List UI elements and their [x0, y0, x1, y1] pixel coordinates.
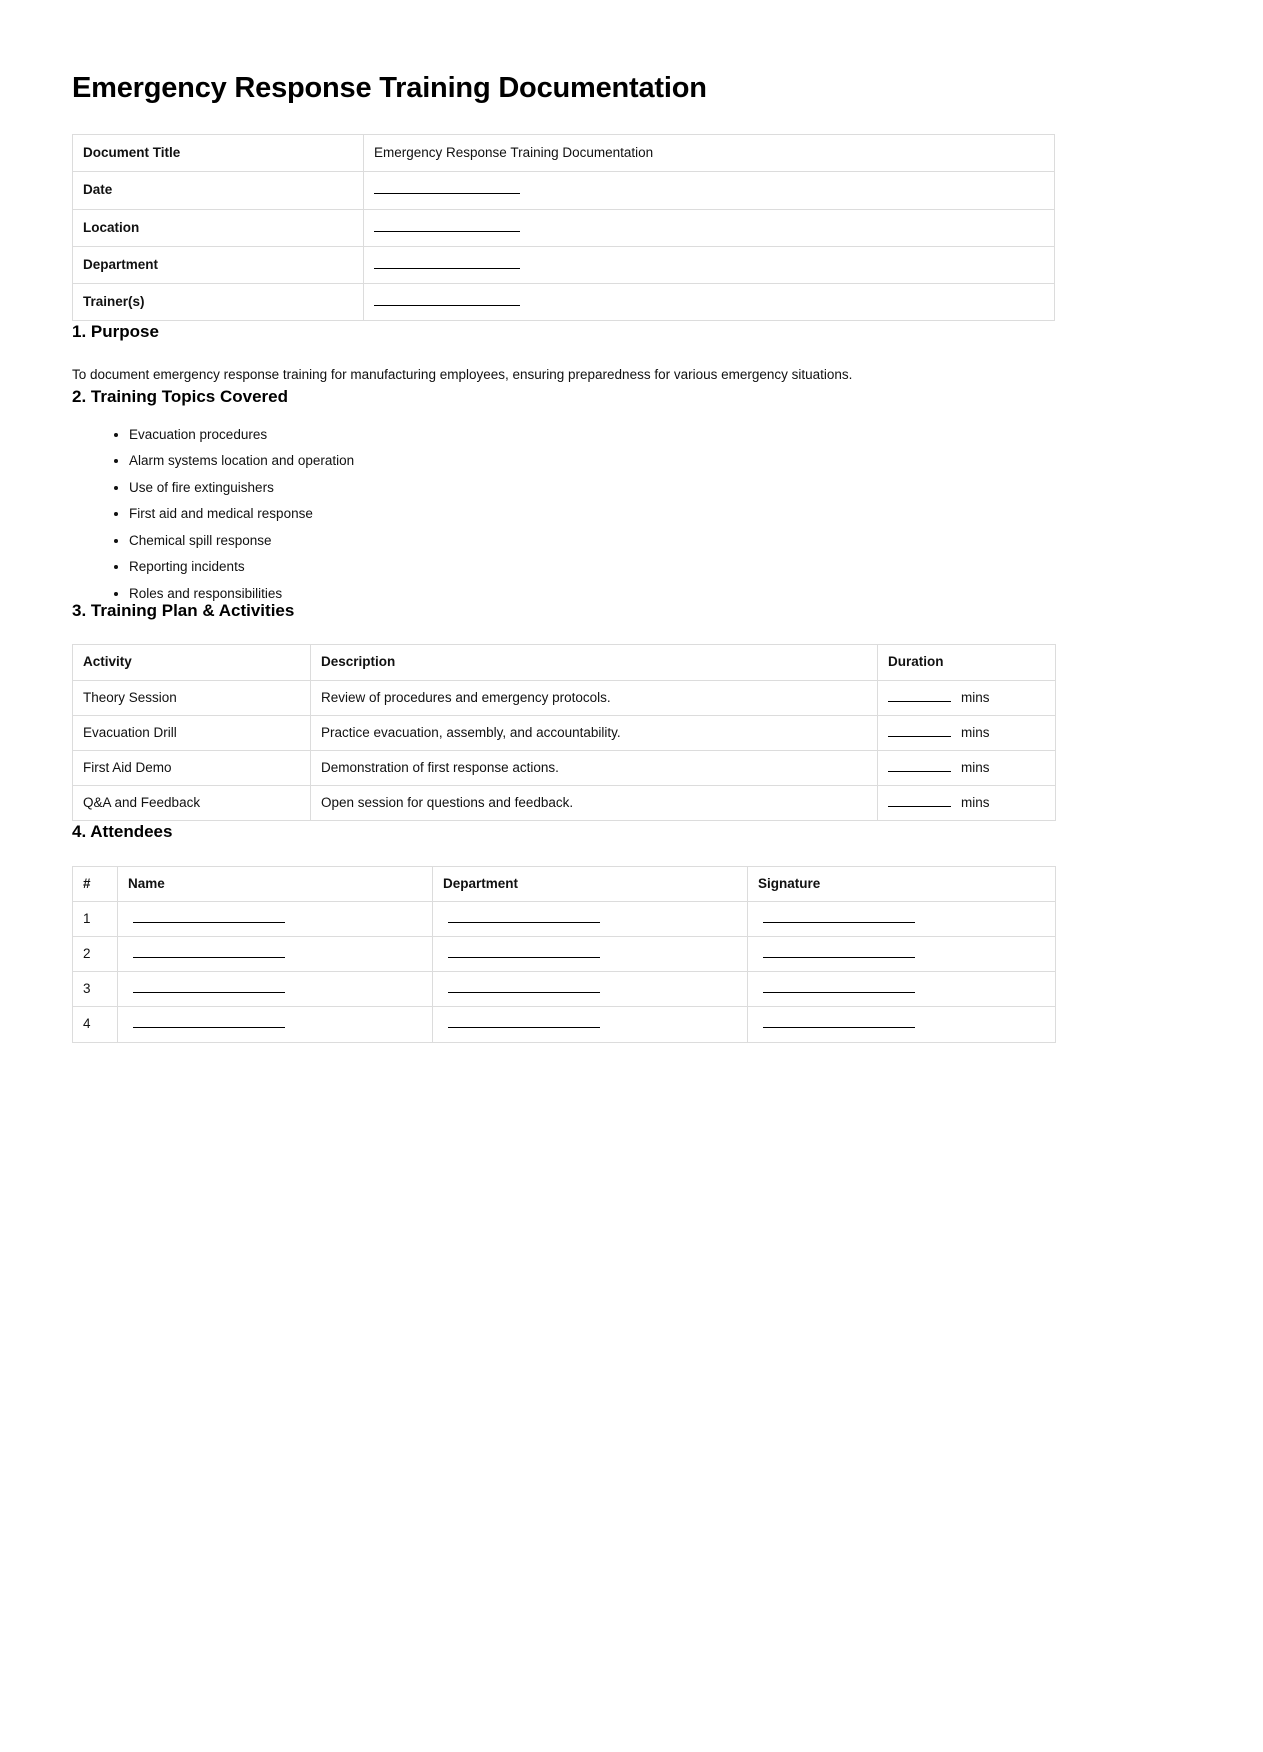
duration-unit: mins [961, 795, 990, 811]
table-row [73, 680, 1056, 715]
attendee-number: 1 [73, 901, 118, 936]
list-item: • Reporting incidents [129, 560, 1191, 574]
document-info-table [72, 134, 1055, 321]
duration-blank-line[interactable] [888, 689, 951, 702]
attendee-number: 3 [73, 972, 118, 1007]
section-heading-topics: 2. Training Topics Covered [72, 386, 289, 406]
date-blank-line[interactable] [374, 181, 520, 194]
name-blank-line[interactable] [133, 980, 285, 993]
plan-activity: Theory Session [73, 680, 311, 715]
attendees-table [72, 866, 1056, 1043]
table-row [73, 1007, 1056, 1042]
attendee-department[interactable] [433, 937, 748, 972]
name-blank-line[interactable] [133, 1015, 285, 1028]
column-header-activity: Activity [73, 645, 311, 680]
plan-description: Open session for questions and feedback. [311, 786, 878, 821]
section-heading-purpose: 1. Purpose [72, 322, 159, 342]
name-blank-line[interactable] [133, 910, 285, 923]
plan-activity: First Aid Demo [73, 751, 311, 786]
attendee-name[interactable] [118, 1007, 433, 1042]
duration-blank-line[interactable] [888, 794, 951, 807]
attendee-signature[interactable] [748, 1007, 1056, 1042]
department-blank-line[interactable] [374, 256, 520, 269]
department-blank-line[interactable] [448, 1015, 600, 1028]
section-heading-attendees: 4. Attendees [72, 822, 173, 842]
column-header-duration: Duration [878, 645, 1056, 680]
column-header-department: Department [433, 866, 748, 901]
duration-blank-line[interactable] [888, 759, 951, 772]
list-item: • Alarm systems location and operation [129, 454, 1191, 468]
table-row [73, 972, 1056, 1007]
training-plan-table [72, 644, 1056, 821]
attendee-name[interactable] [118, 937, 433, 972]
attendee-department[interactable] [433, 901, 748, 936]
column-header-signature: Signature [748, 866, 1056, 901]
table-row [73, 209, 1055, 246]
meta-value-date[interactable] [364, 172, 1055, 209]
department-blank-line[interactable] [448, 910, 600, 923]
plan-activity: Evacuation Drill [73, 715, 311, 750]
purpose-text: To document emergency response training for manufacturing employees, ensuring preparedness for various emergency situations. [72, 367, 853, 383]
page-title: Emergency Response Training Documentation [72, 72, 707, 104]
attendee-department[interactable] [433, 1007, 748, 1042]
meta-value-location[interactable] [364, 209, 1055, 246]
plan-duration[interactable] [878, 786, 1056, 821]
meta-label-location: Location [73, 209, 364, 246]
table-row [73, 901, 1056, 936]
attendee-name[interactable] [118, 901, 433, 936]
list-item: • Roles and responsibilities [129, 587, 1191, 601]
attendee-department[interactable] [433, 972, 748, 1007]
table-row [73, 172, 1055, 209]
plan-description: Review of procedures and emergency protocols. [311, 680, 878, 715]
document-info-body [73, 135, 1055, 321]
signature-blank-line[interactable] [763, 910, 915, 923]
trainers-blank-line[interactable] [374, 293, 520, 306]
location-blank-line[interactable] [374, 219, 520, 232]
attendee-signature[interactable] [748, 901, 1056, 936]
plan-description: Demonstration of first response actions. [311, 751, 878, 786]
column-header-name: Name [118, 866, 433, 901]
attendee-signature[interactable] [748, 972, 1056, 1007]
department-blank-line[interactable] [448, 945, 600, 958]
training-plan-head [73, 645, 1056, 680]
meta-value-department[interactable] [364, 246, 1055, 283]
name-blank-line[interactable] [133, 945, 285, 958]
table-row [73, 246, 1055, 283]
attendees-head [73, 866, 1056, 901]
table-row [73, 284, 1055, 321]
plan-description: Practice evacuation, assembly, and accountability. [311, 715, 878, 750]
signature-blank-line[interactable] [763, 980, 915, 993]
training-plan-body [73, 680, 1056, 821]
meta-label-date: Date [73, 172, 364, 209]
meta-value-trainers[interactable] [364, 284, 1055, 321]
meta-label-trainers: Trainer(s) [73, 284, 364, 321]
meta-label-department: Department [73, 246, 364, 283]
table-row [73, 937, 1056, 972]
attendee-number: 2 [73, 937, 118, 972]
section-heading-training-plan: 3. Training Plan & Activities [72, 601, 295, 621]
department-blank-line[interactable] [448, 980, 600, 993]
signature-blank-line[interactable] [763, 1015, 915, 1028]
column-header-description: Description [311, 645, 878, 680]
attendee-signature[interactable] [748, 937, 1056, 972]
duration-blank-line[interactable] [888, 724, 951, 737]
plan-duration[interactable] [878, 715, 1056, 750]
table-row [73, 786, 1056, 821]
attendee-number: 4 [73, 1007, 118, 1042]
plan-duration[interactable] [878, 680, 1056, 715]
plan-activity: Q&A and Feedback [73, 786, 311, 821]
attendees-body [73, 901, 1056, 1042]
signature-blank-line[interactable] [763, 945, 915, 958]
table-row [73, 715, 1056, 750]
table-header-row [73, 645, 1056, 680]
list-item: • First aid and medical response [129, 507, 1191, 521]
table-row [73, 135, 1055, 172]
plan-duration[interactable] [878, 751, 1056, 786]
column-header-number: # [73, 866, 118, 901]
meta-label-document-title: Document Title [73, 135, 364, 172]
meta-value-document-title: Emergency Response Training Documentation [364, 135, 1055, 172]
duration-unit: mins [961, 689, 990, 705]
list-item: • Chemical spill response [129, 534, 1191, 548]
table-header-row [73, 866, 1056, 901]
attendee-name[interactable] [118, 972, 433, 1007]
duration-unit: mins [961, 760, 990, 776]
training-topics-list [72, 428, 1191, 601]
list-item: • Evacuation procedures [129, 428, 1191, 442]
table-row [73, 751, 1056, 786]
list-item: • Use of fire extinguishers [129, 481, 1191, 495]
duration-unit: mins [961, 724, 990, 740]
